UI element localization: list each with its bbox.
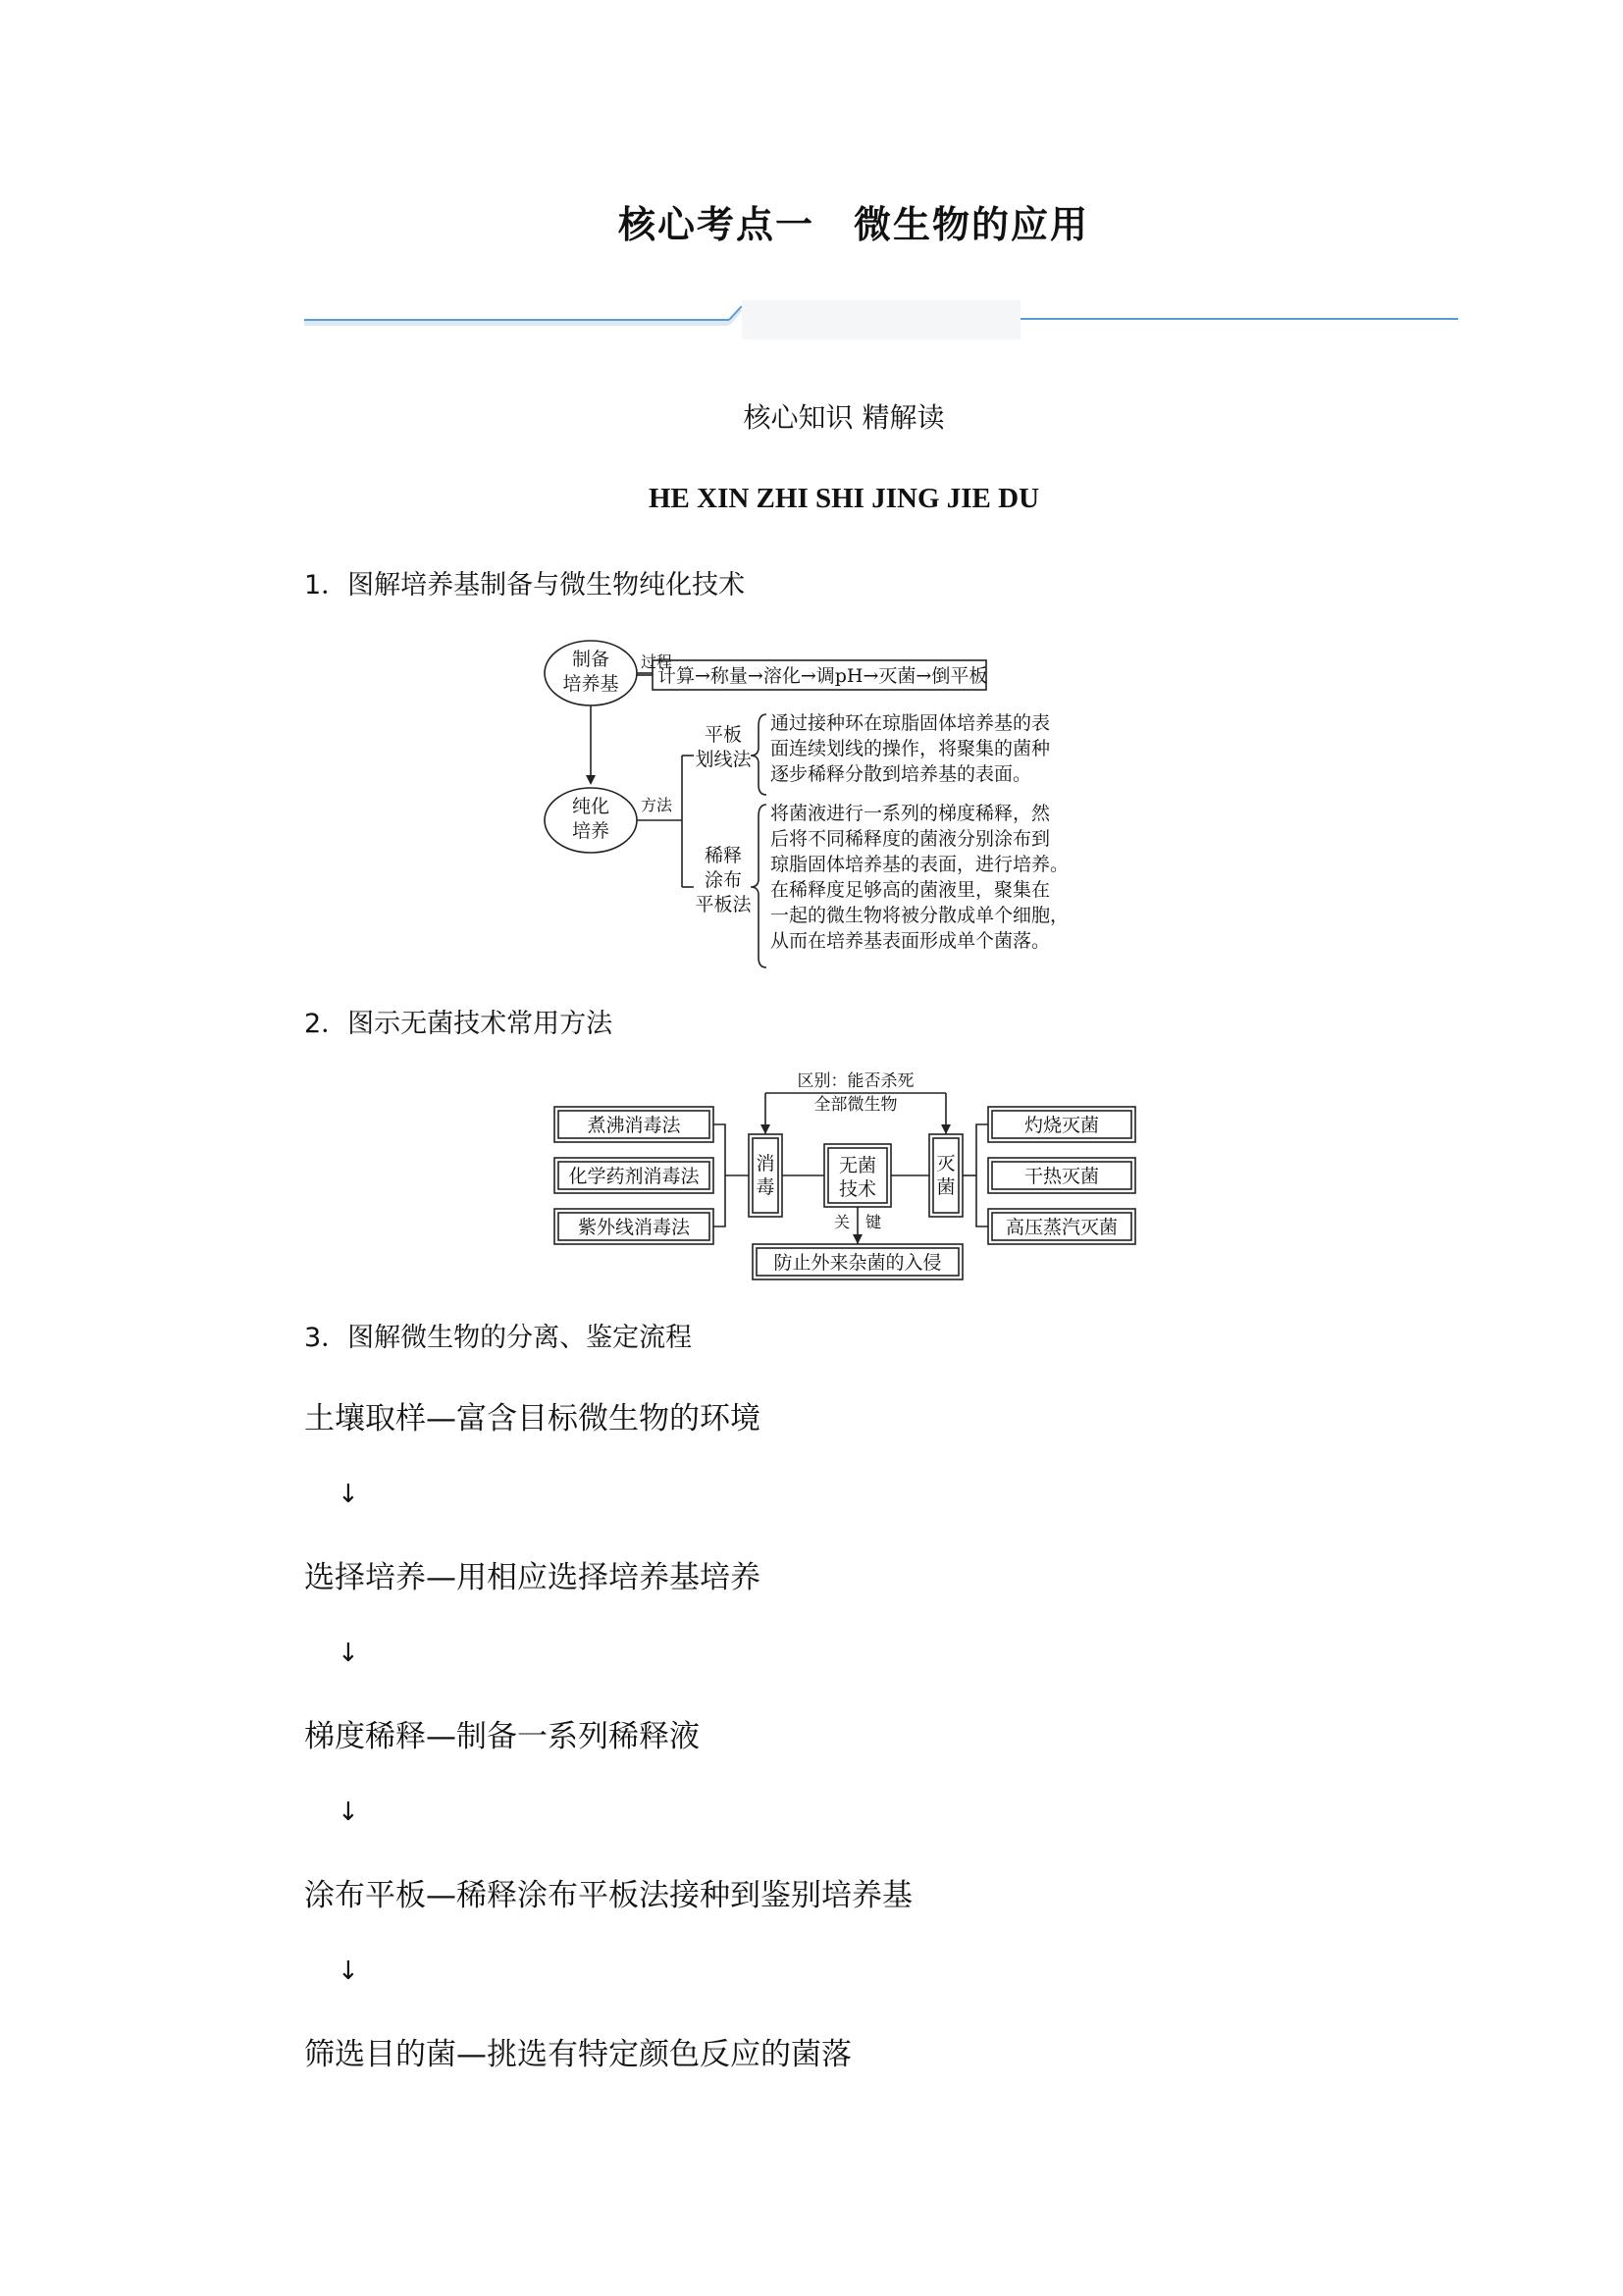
node-top-line1: 制备 — [571, 649, 610, 670]
page-title: 核心考点一 微生物的应用 — [617, 202, 1089, 246]
method1-desc-line3: 逐步稀释分散到培养基的表面。 — [770, 763, 1032, 785]
method2-name-line2: 涂布 — [704, 869, 743, 891]
node-top-line2: 培养基 — [562, 673, 619, 695]
method2-desc-line4: 在稀释度足够高的菌液里，聚集在 — [770, 879, 1051, 901]
center-line2: 技术 — [838, 1178, 877, 1200]
method2-desc-line1: 将菌液进行一系列的梯度稀释，然 — [770, 803, 1051, 824]
method1-name-line2: 划线法 — [695, 749, 752, 770]
key-label: 关 键 — [833, 1213, 882, 1231]
node-bottom-line2: 培养 — [571, 820, 610, 842]
flow-step-2: 选择培养—用相应选择培养基培养 — [304, 1560, 760, 1595]
method2-name-line3: 平板法 — [695, 894, 752, 915]
method-dry-heat: 干热灭菌 — [1023, 1166, 1100, 1187]
flow-step-4: 涂布平板—稀释涂布平板法接种到鉴别培养基 — [304, 1878, 913, 1913]
difference-label-line1: 区别：能否杀死 — [797, 1071, 915, 1091]
diagram-aseptic-technique — [545, 1070, 1153, 1285]
subtitle-chinese: 核心知识 精解读 — [743, 401, 945, 434]
method-flame: 灼烧灭菌 — [1023, 1115, 1100, 1136]
disinfect-line1: 消 — [756, 1153, 775, 1174]
method-chemical: 化学药剂消毒法 — [568, 1166, 700, 1187]
method-label: 方法 — [641, 796, 673, 814]
sterilize-line1: 灭 — [936, 1153, 956, 1174]
method1-desc-line2: 面连续划线的操作，将聚集的菌种 — [770, 738, 1051, 759]
header-divider — [294, 287, 1472, 355]
flow-step-1: 土壤取样—富含目标微生物的环境 — [304, 1401, 760, 1436]
flow-arrow-3: ↓ — [338, 1798, 359, 1827]
method1-name-line1: 平板 — [704, 724, 743, 746]
section-1-heading: 1．图解培养基制备与微生物纯化技术 — [304, 570, 746, 600]
method2-desc-line6: 从而在培养基表面形成单个菌落。 — [770, 930, 1051, 952]
flow-step-5: 筛选目的菌—挑选有特定颜色反应的菌落 — [304, 2037, 852, 2072]
process-steps: 计算→称量→溶化→调pH→灭菌→倒平板 — [657, 665, 988, 687]
flow-arrow-4: ↓ — [338, 1957, 359, 1986]
node-bottom-line1: 纯化 — [571, 796, 610, 817]
disinfect-line2: 毒 — [756, 1176, 775, 1198]
section-3-heading: 3．图解微生物的分离、鉴定流程 — [304, 1323, 693, 1353]
method2-name-line1: 稀释 — [704, 845, 743, 866]
difference-label-line2: 全部微生物 — [813, 1095, 898, 1115]
diagram-culture-purification — [535, 638, 1163, 971]
method-autoclave: 高压蒸汽灭菌 — [1005, 1217, 1119, 1238]
method2-desc-line2: 后将不同稀释度的菌液分别涂布到 — [770, 828, 1051, 850]
process-label: 过程 — [641, 652, 673, 671]
method1-desc-line1: 通过接种环在琼脂固体培养基的表 — [770, 712, 1051, 734]
sterilize-line2: 菌 — [936, 1176, 956, 1198]
method2-desc-line3: 琼脂固体培养基的表面，进行培养。 — [770, 854, 1070, 875]
method-boiling: 煮沸消毒法 — [587, 1115, 681, 1136]
section-2-heading: 2．图示无菌技术常用方法 — [304, 1009, 613, 1039]
subtitle-pinyin: HE XIN ZHI SHI JING JIE DU — [648, 483, 1040, 514]
method2-desc-line5: 一起的微生物将被分散成单个细胞， — [770, 905, 1070, 926]
flow-arrow-1: ↓ — [338, 1480, 359, 1509]
bottom-box-text: 防止外来杂菌的入侵 — [773, 1252, 942, 1274]
method-uv: 紫外线消毒法 — [577, 1217, 691, 1238]
flow-step-3: 梯度稀释—制备一系列稀释液 — [304, 1719, 700, 1754]
flow-arrow-2: ↓ — [338, 1639, 359, 1668]
center-line1: 无菌 — [838, 1155, 877, 1176]
